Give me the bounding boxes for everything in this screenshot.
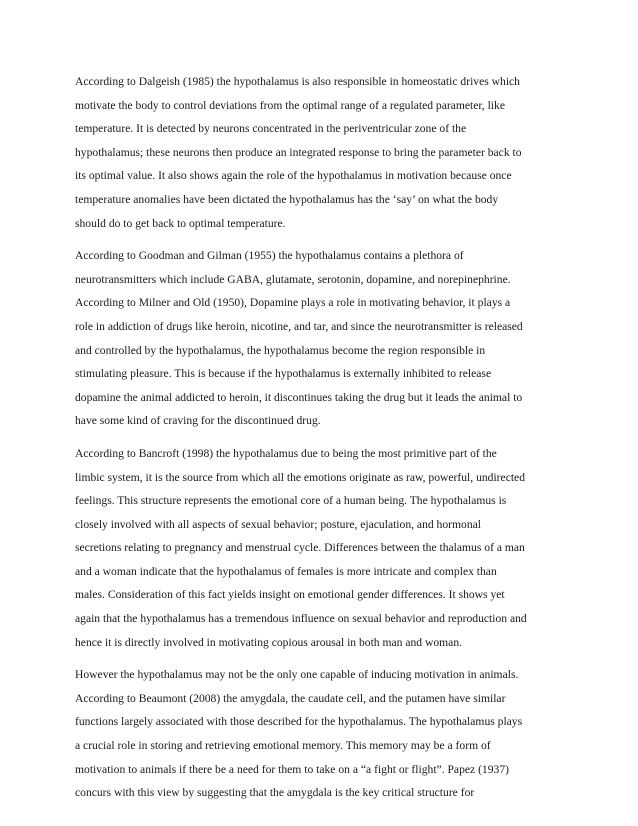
text-line: temperature anomalies have been dictated the hypothalamus has the ‘say’ on what the body	[75, 192, 499, 206]
text-line: According to Bancroft (1998) the hypothalamus due to being the most primitive part of the	[75, 446, 497, 460]
text-line: According to Dalgeish (1985) the hypothalamus is also responsible in homeostatic drives which	[75, 75, 520, 88]
text-line: stimulating pleasure. This is because if the hypothalamus is externally inhibited to release	[75, 367, 492, 381]
text-line: According to Milner and Old (1950), Dopamine plays a role in motivating behavior, it plays a	[75, 296, 511, 310]
text-line: hence it is directly involved in motivating copious arousal in both man and woman.	[75, 635, 463, 649]
text-line: role in addiction of drugs like heroin, nicotine, and tar, and since the neurotransmitter is released	[75, 319, 523, 333]
text-line: secretions relating to pregnancy and menstrual cycle. Differences between the thalamus of a man	[75, 541, 525, 555]
text-line: According to Goodman and Gilman (1955) the hypothalamus contains a plethora of	[75, 249, 464, 263]
text-line: concurs with this view by suggesting that the amygdala is the key critical structure for	[75, 786, 475, 800]
text-line: temperature. It is detected by neurons concentrated in the periventricular zone of the	[75, 122, 467, 136]
text-line: closely involved with all aspects of sexual behavior; posture, ejaculation, and hormonal	[75, 517, 481, 531]
text-line: dopamine the animal addicted to heroin, it discontinues taking the drug but it leads the animal to	[75, 390, 523, 404]
text-line: neurotransmitters which include GABA, glutamate, serotonin, dopamine, and norepinephrine.	[75, 272, 511, 286]
text-line: feelings. This structure represents the emotional core of a human being. The hypothalamus is	[75, 494, 507, 508]
text-line: motivation to animals if there be a need for them to take on a “a fight or flight”. Papez (1937)	[75, 762, 509, 776]
document-body	[75, 70, 567, 814]
text-line: have some kind of craving for the discontinued drug.	[75, 414, 321, 428]
text-line: functions largely associated with those described for the hypothalamus. The hypothalamus plays	[75, 715, 523, 729]
text-line: should do to get back to optimal temperature.	[75, 216, 286, 230]
text-line: its optimal value. It also shows again the role of the hypothalamus in motivation because once	[75, 169, 512, 183]
text-line: and a woman indicate that the hypothalamus of females is more intricate and complex than	[75, 564, 497, 578]
text-line: However the hypothalamus may not be the only one capable of inducing motivation in animals.	[75, 668, 519, 682]
text-line: and controlled by the hypothalamus, the hypothalamus become the region responsible in	[75, 343, 486, 357]
paragraph-goodman-gilman	[75, 244, 567, 433]
paragraph-dalgeish	[75, 70, 567, 235]
text-line: a crucial role in storing and retrieving emotional memory. This memory may be a form of	[75, 739, 491, 753]
text-line: again that the hypothalamus has a tremendous influence on sexual behavior and reproduction and	[75, 612, 527, 626]
text-line: limbic system, it is the source from which all the emotions originate as raw, powerful, undirected	[75, 470, 525, 484]
paragraph-beaumont	[75, 663, 567, 805]
text-line: males. Consideration of this fact yields insight on emotional gender differences. It shows yet	[75, 588, 505, 602]
text-line: motivate the body to control deviations from the optimal range of a regulated parameter, like	[75, 98, 505, 112]
text-line: According to Beaumont (2008) the amygdala, the caudate cell, and the putamen have similar	[75, 691, 506, 705]
text-line: hypothalamus; these neurons then produce an integrated response to bring the parameter back to	[75, 145, 522, 159]
paragraph-bancroft	[75, 442, 567, 654]
